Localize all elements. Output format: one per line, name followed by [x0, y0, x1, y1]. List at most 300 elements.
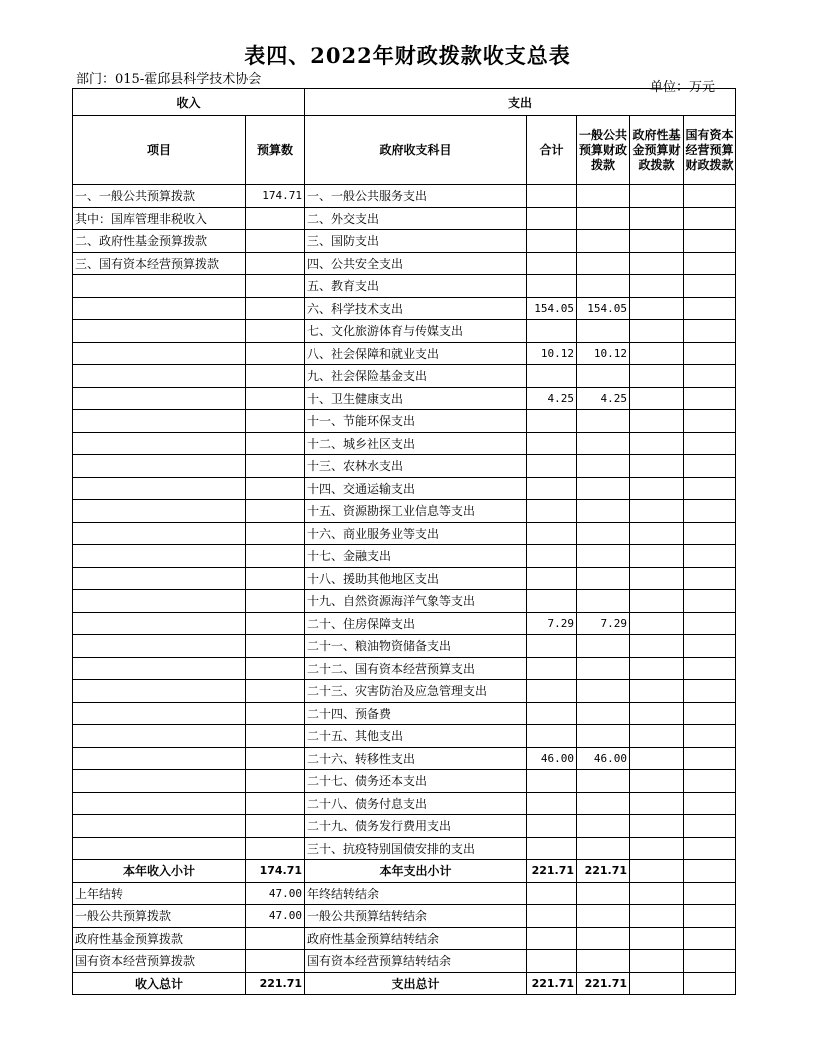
- carry-expense-item: 国有资本经营预算结转结余: [305, 950, 527, 973]
- finance-table: [72, 88, 736, 995]
- expense-general: [577, 590, 630, 613]
- table-row: [73, 455, 736, 478]
- carry-expense-item: 一般公共预算结转结余: [305, 905, 527, 928]
- carry-income-value: [246, 950, 305, 973]
- carry-income-item: 一般公共预算拨款: [73, 905, 246, 928]
- state-header: 国有资本经营预算财政拨款: [684, 116, 736, 185]
- expense-state: [684, 522, 736, 545]
- carry-row: [73, 882, 736, 905]
- expense-total: [527, 567, 577, 590]
- expense-state: [684, 365, 736, 388]
- expense-total: [527, 500, 577, 523]
- income-item: [73, 500, 246, 523]
- expense-state: [684, 770, 736, 793]
- table-row: [73, 702, 736, 725]
- item-header: 项目: [73, 116, 246, 185]
- expense-general: 154.05: [577, 297, 630, 320]
- income-item: 二、政府性基金预算拨款: [73, 230, 246, 253]
- expense-fund: [630, 500, 684, 523]
- expense-subject: 二、外交支出: [305, 207, 527, 230]
- income-budget: [246, 770, 305, 793]
- expense-fund: [630, 702, 684, 725]
- expense-subject: 十一、节能环保支出: [305, 410, 527, 433]
- income-item: [73, 477, 246, 500]
- income-subtotal-label: 本年收入小计: [73, 860, 246, 883]
- expense-subject: 十七、金融支出: [305, 545, 527, 568]
- income-subtotal-value: 174.71: [246, 860, 305, 883]
- expense-total: [527, 432, 577, 455]
- expense-general: [577, 252, 630, 275]
- expense-general: [577, 815, 630, 838]
- income-budget: 174.71: [246, 185, 305, 208]
- table-row: [73, 500, 736, 523]
- expense-fund: [630, 185, 684, 208]
- table-row: [73, 275, 736, 298]
- income-grand-label: 收入总计: [73, 972, 246, 995]
- table-row: [73, 387, 736, 410]
- expense-total: [527, 185, 577, 208]
- expense-general: [577, 702, 630, 725]
- table-body: [73, 185, 736, 995]
- expense-general: [577, 477, 630, 500]
- expense-general: [577, 500, 630, 523]
- income-budget: [246, 680, 305, 703]
- expense-state: [684, 275, 736, 298]
- expense-total: [527, 680, 577, 703]
- department-label: 部门：015-霍邱县科学技术协会: [76, 72, 262, 87]
- table-row: [73, 747, 736, 770]
- expense-subject: 五、教育支出: [305, 275, 527, 298]
- carry-expense-state: [684, 927, 736, 950]
- expense-state: [684, 500, 736, 523]
- carry-row: [73, 927, 736, 950]
- expense-grand-label: 支出总计: [305, 972, 527, 995]
- income-item: [73, 725, 246, 748]
- expense-general: [577, 320, 630, 343]
- header-row-columns: [73, 116, 736, 185]
- subject-header: 政府收支科目: [305, 116, 527, 185]
- expense-grand-total: 221.71: [527, 972, 577, 995]
- table-row: [73, 567, 736, 590]
- income-item: [73, 455, 246, 478]
- income-item: [73, 297, 246, 320]
- income-grand-value: 221.71: [246, 972, 305, 995]
- income-item: [73, 657, 246, 680]
- expense-subject: 三、国防支出: [305, 230, 527, 253]
- expense-general: [577, 792, 630, 815]
- income-budget: [246, 230, 305, 253]
- expense-subject: 十二、城乡社区支出: [305, 432, 527, 455]
- income-item: [73, 702, 246, 725]
- expense-fund: [630, 837, 684, 860]
- carry-expense-fund: [630, 882, 684, 905]
- carry-row: [73, 905, 736, 928]
- expense-fund: [630, 297, 684, 320]
- table-row: [73, 477, 736, 500]
- carry-expense-fund: [630, 950, 684, 973]
- income-budget: [246, 342, 305, 365]
- expense-total: 10.12: [527, 342, 577, 365]
- table-row: [73, 657, 736, 680]
- income-item: [73, 545, 246, 568]
- expense-general: [577, 230, 630, 253]
- income-budget: [246, 590, 305, 613]
- expense-state: [684, 477, 736, 500]
- income-item: [73, 567, 246, 590]
- expense-state: [684, 680, 736, 703]
- expense-fund: [630, 590, 684, 613]
- expense-state: [684, 725, 736, 748]
- expense-general: [577, 522, 630, 545]
- carry-expense-total: [527, 927, 577, 950]
- expense-total: [527, 590, 577, 613]
- expense-subject: 七、文化旅游体育与传媒支出: [305, 320, 527, 343]
- carry-expense-total: [527, 950, 577, 973]
- expense-total: [527, 522, 577, 545]
- expense-state: [684, 792, 736, 815]
- expense-fund: [630, 365, 684, 388]
- income-budget: [246, 792, 305, 815]
- expense-subject: 十六、商业服务业等支出: [305, 522, 527, 545]
- fund-header: 政府性基金预算财政拨款: [630, 116, 684, 185]
- table-row: [73, 680, 736, 703]
- carry-income-item: 上年结转: [73, 882, 246, 905]
- table-row: [73, 410, 736, 433]
- income-item: [73, 590, 246, 613]
- income-item: 其中：国库管理非税收入: [73, 207, 246, 230]
- income-budget: [246, 702, 305, 725]
- expense-subject: 二十二、国有资本经营预算支出: [305, 657, 527, 680]
- income-item: [73, 410, 246, 433]
- grand-total-row: [73, 972, 736, 995]
- expense-fund: [630, 342, 684, 365]
- expense-general: [577, 207, 630, 230]
- expense-total: [527, 252, 577, 275]
- page-title: 表四、2022年财政拨款收支总表: [244, 43, 571, 68]
- income-item: 一、一般公共预算拨款: [73, 185, 246, 208]
- income-item: [73, 680, 246, 703]
- subtotal-row: [73, 860, 736, 883]
- expense-state: [684, 455, 736, 478]
- expense-total: [527, 207, 577, 230]
- carry-expense-state: [684, 950, 736, 973]
- expense-subject: 四、公共安全支出: [305, 252, 527, 275]
- expense-total: [527, 410, 577, 433]
- expense-state: [684, 747, 736, 770]
- expense-fund: [630, 522, 684, 545]
- expense-state: [684, 612, 736, 635]
- budget-header: 预算数: [246, 116, 305, 185]
- expense-fund: [630, 387, 684, 410]
- income-item: [73, 275, 246, 298]
- income-budget: [246, 477, 305, 500]
- expense-fund: [630, 320, 684, 343]
- expense-fund: [630, 275, 684, 298]
- expense-total: 7.29: [527, 612, 577, 635]
- expense-state: [684, 837, 736, 860]
- expense-total: [527, 770, 577, 793]
- expense-state: [684, 185, 736, 208]
- expense-total: 154.05: [527, 297, 577, 320]
- income-budget: [246, 747, 305, 770]
- income-budget: [246, 725, 305, 748]
- expense-total: [527, 365, 577, 388]
- expense-subject: 六、科学技术支出: [305, 297, 527, 320]
- carry-expense-general: [577, 905, 630, 928]
- expense-fund: [630, 680, 684, 703]
- income-item: [73, 342, 246, 365]
- expense-subject: 十五、资源勘探工业信息等支出: [305, 500, 527, 523]
- expense-subject: 二十八、债务付息支出: [305, 792, 527, 815]
- expense-subject: 二十七、债务还本支出: [305, 770, 527, 793]
- expense-fund: [630, 612, 684, 635]
- carry-expense-total: [527, 882, 577, 905]
- expense-general: [577, 365, 630, 388]
- expense-total: 4.25: [527, 387, 577, 410]
- expense-state: [684, 230, 736, 253]
- expense-fund: [630, 792, 684, 815]
- table-row: [73, 792, 736, 815]
- expense-fund: [630, 635, 684, 658]
- expense-total: [527, 455, 577, 478]
- expense-total: [527, 837, 577, 860]
- expense-state: [684, 635, 736, 658]
- expense-subject: 二十三、灾害防治及应急管理支出: [305, 680, 527, 703]
- expense-state: [684, 410, 736, 433]
- income-item: [73, 815, 246, 838]
- expense-subtotal-label: 本年支出小计: [305, 860, 527, 883]
- header-row-top: [73, 89, 736, 116]
- carry-expense-total: [527, 905, 577, 928]
- income-item: [73, 792, 246, 815]
- expense-state: [684, 297, 736, 320]
- expense-grand-general: 221.71: [577, 972, 630, 995]
- expense-state: [684, 702, 736, 725]
- table-row: [73, 230, 736, 253]
- income-item: [73, 747, 246, 770]
- expense-total: 46.00: [527, 747, 577, 770]
- income-budget: [246, 387, 305, 410]
- expense-state: [684, 252, 736, 275]
- table-row: [73, 837, 736, 860]
- income-budget: [246, 612, 305, 635]
- expense-general: 4.25: [577, 387, 630, 410]
- expense-subject: 一、一般公共服务支出: [305, 185, 527, 208]
- expense-total: [527, 477, 577, 500]
- expense-fund: [630, 747, 684, 770]
- expense-total: [527, 815, 577, 838]
- expense-total: [527, 657, 577, 680]
- expense-subtotal-fund: [630, 860, 684, 883]
- expense-total: [527, 545, 577, 568]
- expense-grand-state: [684, 972, 736, 995]
- expense-general: [577, 567, 630, 590]
- expense-total: [527, 275, 577, 298]
- expense-state: [684, 342, 736, 365]
- income-budget: [246, 365, 305, 388]
- income-item: [73, 837, 246, 860]
- income-budget: [246, 320, 305, 343]
- expense-fund: [630, 567, 684, 590]
- expense-general: [577, 275, 630, 298]
- expense-fund: [630, 725, 684, 748]
- expense-subject: 二十六、转移性支出: [305, 747, 527, 770]
- expense-general: 46.00: [577, 747, 630, 770]
- expense-general: [577, 545, 630, 568]
- expense-total: [527, 725, 577, 748]
- income-budget: [246, 500, 305, 523]
- expense-fund: [630, 207, 684, 230]
- carry-expense-general: [577, 927, 630, 950]
- expense-general: [577, 410, 630, 433]
- table-row: [73, 612, 736, 635]
- expense-state: [684, 545, 736, 568]
- expense-fund: [630, 410, 684, 433]
- expense-fund: [630, 432, 684, 455]
- expense-state: [684, 387, 736, 410]
- expense-state: [684, 432, 736, 455]
- expense-fund: [630, 252, 684, 275]
- expense-general: [577, 635, 630, 658]
- carry-expense-state: [684, 882, 736, 905]
- expense-fund: [630, 477, 684, 500]
- expense-general: [577, 837, 630, 860]
- carry-expense-fund: [630, 905, 684, 928]
- table-row: [73, 297, 736, 320]
- expense-fund: [630, 815, 684, 838]
- income-item: [73, 365, 246, 388]
- expense-fund: [630, 545, 684, 568]
- expense-fund: [630, 657, 684, 680]
- carry-expense-general: [577, 882, 630, 905]
- expense-subject: 十九、自然资源海洋气象等支出: [305, 590, 527, 613]
- income-item: 三、国有资本经营预算拨款: [73, 252, 246, 275]
- income-item: [73, 320, 246, 343]
- table-row: [73, 320, 736, 343]
- expense-total: [527, 792, 577, 815]
- carry-expense-general: [577, 950, 630, 973]
- carry-income-item: 政府性基金预算拨款: [73, 927, 246, 950]
- expense-subtotal-total: 221.71: [527, 860, 577, 883]
- table-row: [73, 590, 736, 613]
- table-row: [73, 252, 736, 275]
- expense-subtotal-general: 221.71: [577, 860, 630, 883]
- expense-general: 10.12: [577, 342, 630, 365]
- expense-fund: [630, 230, 684, 253]
- income-budget: [246, 567, 305, 590]
- expense-state: [684, 207, 736, 230]
- expense-subject: 八、社会保障和就业支出: [305, 342, 527, 365]
- income-budget: [246, 275, 305, 298]
- expense-subject: 二十一、粮油物资储备支出: [305, 635, 527, 658]
- income-header: 收入: [73, 89, 305, 116]
- income-budget: [246, 207, 305, 230]
- expense-general: [577, 680, 630, 703]
- income-budget: [246, 545, 305, 568]
- expense-total: [527, 702, 577, 725]
- total-header: 合计: [527, 116, 577, 185]
- unit-label: 单位：万元: [649, 80, 715, 95]
- expense-subject: 十四、交通运输支出: [305, 477, 527, 500]
- income-item: [73, 432, 246, 455]
- income-item: [73, 387, 246, 410]
- carry-expense-item: 年终结转结余: [305, 882, 527, 905]
- expense-subject: 二十九、债务发行费用支出: [305, 815, 527, 838]
- carry-income-item: 国有资本经营预算拨款: [73, 950, 246, 973]
- income-item: [73, 635, 246, 658]
- expense-header: 支出: [305, 89, 736, 116]
- expense-subject: 九、社会保险基金支出: [305, 365, 527, 388]
- carry-expense-state: [684, 905, 736, 928]
- table-row: [73, 185, 736, 208]
- income-budget: [246, 455, 305, 478]
- carry-income-value: 47.00: [246, 905, 305, 928]
- income-budget: [246, 635, 305, 658]
- table-row: [73, 815, 736, 838]
- expense-general: [577, 725, 630, 748]
- expense-general: [577, 770, 630, 793]
- expense-subject: 二十五、其他支出: [305, 725, 527, 748]
- table-row: [73, 635, 736, 658]
- expense-grand-fund: [630, 972, 684, 995]
- expense-state: [684, 320, 736, 343]
- carry-income-value: [246, 927, 305, 950]
- table-row: [73, 342, 736, 365]
- carry-row: [73, 950, 736, 973]
- expense-subject: 三十、抗疫特别国债安排的支出: [305, 837, 527, 860]
- expense-subject: 十、卫生健康支出: [305, 387, 527, 410]
- table-row: [73, 432, 736, 455]
- expense-subject: 二十、住房保障支出: [305, 612, 527, 635]
- table-row: [73, 207, 736, 230]
- expense-subject: 十三、农林水支出: [305, 455, 527, 478]
- income-budget: [246, 815, 305, 838]
- expense-general: 7.29: [577, 612, 630, 635]
- carry-expense-item: 政府性基金预算结转结余: [305, 927, 527, 950]
- table-row: [73, 365, 736, 388]
- table-row: [73, 522, 736, 545]
- expense-subject: 二十四、预备费: [305, 702, 527, 725]
- expense-total: [527, 320, 577, 343]
- expense-state: [684, 815, 736, 838]
- expense-total: [527, 635, 577, 658]
- income-budget: [246, 657, 305, 680]
- table-row: [73, 725, 736, 748]
- carry-expense-fund: [630, 927, 684, 950]
- expense-subject: 十八、援助其他地区支出: [305, 567, 527, 590]
- expense-general: [577, 455, 630, 478]
- income-item: [73, 612, 246, 635]
- income-budget: [246, 297, 305, 320]
- carry-income-value: 47.00: [246, 882, 305, 905]
- table-row: [73, 770, 736, 793]
- expense-general: [577, 657, 630, 680]
- expense-fund: [630, 770, 684, 793]
- income-budget: [246, 252, 305, 275]
- expense-general: [577, 432, 630, 455]
- general-header: 一般公共预算财政拨款: [577, 116, 630, 185]
- expense-subtotal-state: [684, 860, 736, 883]
- table-row: [73, 545, 736, 568]
- income-budget: [246, 837, 305, 860]
- expense-state: [684, 657, 736, 680]
- expense-state: [684, 590, 736, 613]
- income-item: [73, 770, 246, 793]
- income-item: [73, 522, 246, 545]
- income-budget: [246, 432, 305, 455]
- expense-state: [684, 567, 736, 590]
- expense-fund: [630, 455, 684, 478]
